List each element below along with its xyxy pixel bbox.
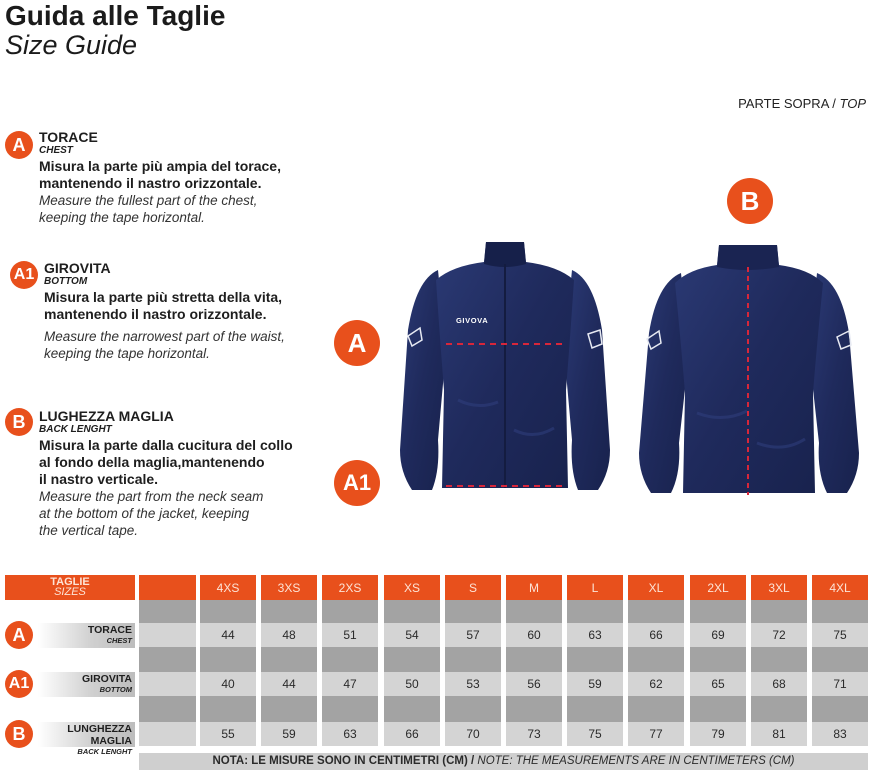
table-spacer-band bbox=[628, 696, 684, 722]
table-spacer-band bbox=[200, 647, 256, 672]
row-label-en: CHEST bbox=[106, 636, 132, 645]
row-label-it: LUNGHEZZA MAGLIA bbox=[67, 723, 132, 747]
table-spacer-band bbox=[751, 696, 807, 722]
text-line: Misura la parte più stretta della vita, bbox=[44, 289, 283, 305]
note-en: NOTE: THE MEASUREMENTS ARE IN CENTIMETERS (CM) bbox=[477, 755, 795, 767]
table-spacer-band bbox=[445, 696, 501, 722]
row-label-it: GIROVITA bbox=[82, 673, 132, 685]
table-cell-blank bbox=[139, 722, 196, 746]
text-line: mantenendo il nastro orizzontale. bbox=[44, 306, 267, 322]
text-line: Measure the part from the neck seam bbox=[39, 489, 264, 504]
table-cell-value: 56 bbox=[506, 672, 562, 696]
measure-waist bbox=[44, 261, 285, 362]
table-header-blank bbox=[139, 575, 196, 600]
measure-name: LUGHEZZA MAGLIA bbox=[39, 408, 174, 424]
table-cell-value: 54 bbox=[384, 623, 440, 647]
text-line: Measure the fullest part of the chest, bbox=[39, 193, 258, 208]
table-cell-value: 47 bbox=[322, 672, 378, 696]
table-spacer-band bbox=[567, 696, 623, 722]
row-label-back-length bbox=[38, 722, 135, 756]
table-spacer-band bbox=[139, 696, 196, 722]
table-header-size: M bbox=[506, 575, 562, 600]
measure-name: GIROVITA bbox=[44, 260, 111, 276]
text-line: al fondo della maglia,mantenendo bbox=[39, 454, 265, 470]
table-cell-value: 44 bbox=[261, 672, 317, 696]
table-note bbox=[139, 753, 868, 770]
text-line: mantenendo il nastro orizzontale. bbox=[39, 175, 262, 191]
table-cell-value: 75 bbox=[567, 722, 623, 746]
table-spacer-band bbox=[812, 696, 868, 722]
measure-instruction-it bbox=[44, 289, 285, 323]
table-cell-value: 73 bbox=[506, 722, 562, 746]
table-spacer-band bbox=[384, 696, 440, 722]
table-spacer-band bbox=[690, 600, 746, 623]
table-cell-value: 63 bbox=[322, 722, 378, 746]
measure-name-en: BOTTOM bbox=[44, 276, 88, 287]
table-header-size: XS bbox=[384, 575, 440, 600]
illustration-badge-a1: A1 bbox=[334, 460, 380, 506]
text-line: keeping the tape horizontal. bbox=[44, 346, 210, 361]
table-cell-value: 66 bbox=[628, 623, 684, 647]
table-spacer-band bbox=[628, 600, 684, 623]
measure-instruction-en bbox=[39, 488, 293, 539]
measure-instruction-en bbox=[39, 192, 281, 226]
row-label-en: BACK LENGHT bbox=[77, 747, 132, 756]
table-spacer-band bbox=[567, 647, 623, 672]
table-cell-value: 53 bbox=[445, 672, 501, 696]
brand-logo: GIVOVA bbox=[456, 316, 489, 325]
jacket-front-icon bbox=[398, 240, 612, 495]
measure-chest bbox=[39, 130, 281, 226]
table-cell-value: 77 bbox=[628, 722, 684, 746]
table-header-size: L bbox=[567, 575, 623, 600]
table-cell-value: 59 bbox=[567, 672, 623, 696]
table-spacer-band bbox=[506, 647, 562, 672]
table-cell-blank bbox=[139, 623, 196, 647]
header-label-it: TAGLIE bbox=[50, 576, 90, 588]
table-spacer-band bbox=[567, 600, 623, 623]
table-cell-value: 57 bbox=[445, 623, 501, 647]
table-spacer-band bbox=[261, 696, 317, 722]
table-spacer-band bbox=[812, 600, 868, 623]
table-cell-value: 50 bbox=[384, 672, 440, 696]
measure-back-length bbox=[39, 409, 293, 539]
text-line: Misura la parte più ampia del torace, bbox=[39, 158, 281, 174]
table-spacer-band bbox=[445, 647, 501, 672]
table-cell-value: 48 bbox=[261, 623, 317, 647]
row-badge-a1: A1 bbox=[5, 670, 33, 698]
page-title: Guida alle Taglie bbox=[5, 0, 226, 31]
row-label-it: TORACE bbox=[87, 624, 132, 636]
table-cell-value: 79 bbox=[690, 722, 746, 746]
table-cell-value: 65 bbox=[690, 672, 746, 696]
row-label-waist bbox=[38, 672, 135, 697]
section-label-it: PARTE SOPRA bbox=[738, 96, 829, 111]
measure-instruction-it bbox=[39, 158, 281, 192]
table-header-size: 4XL bbox=[812, 575, 868, 600]
table-spacer-band bbox=[445, 600, 501, 623]
table-cell-value: 60 bbox=[506, 623, 562, 647]
row-badge-a: A bbox=[5, 621, 33, 649]
row-badge-b: B bbox=[5, 720, 33, 748]
table-cell-value: 59 bbox=[261, 722, 317, 746]
table-spacer-band bbox=[812, 647, 868, 672]
measure-instruction-en bbox=[44, 328, 285, 362]
jacket-back-icon bbox=[637, 243, 861, 496]
badge-b: B bbox=[5, 408, 33, 436]
table-cell-value: 71 bbox=[812, 672, 868, 696]
row-label-en: BOTTOM bbox=[99, 685, 132, 694]
table-spacer-band bbox=[139, 600, 196, 623]
note-it: NOTA: LE MISURE SONO IN CENTIMETRI (CM) / bbox=[212, 755, 478, 767]
table-spacer-band bbox=[200, 696, 256, 722]
table-cell-value: 69 bbox=[690, 623, 746, 647]
measure-name: TORACE bbox=[39, 129, 98, 145]
table-cell-value: 68 bbox=[751, 672, 807, 696]
table-spacer-band bbox=[506, 600, 562, 623]
illustration-badge-b: B bbox=[727, 178, 773, 224]
table-cell-value: 66 bbox=[384, 722, 440, 746]
table-cell-value: 40 bbox=[200, 672, 256, 696]
table-spacer-band bbox=[261, 600, 317, 623]
measure-name-en: CHEST bbox=[39, 145, 73, 156]
table-cell-value: 75 bbox=[812, 623, 868, 647]
table-spacer-band bbox=[690, 696, 746, 722]
table-spacer-band bbox=[628, 647, 684, 672]
table-cell-value: 83 bbox=[812, 722, 868, 746]
table-cell-value: 62 bbox=[628, 672, 684, 696]
table-header-size: 3XL bbox=[751, 575, 807, 600]
table-cell-value: 44 bbox=[200, 623, 256, 647]
table-cell-value: 55 bbox=[200, 722, 256, 746]
table-spacer-band bbox=[261, 647, 317, 672]
text-line: il nastro verticale. bbox=[39, 471, 159, 487]
badge-a: A bbox=[5, 131, 33, 159]
table-header-size: S bbox=[445, 575, 501, 600]
table-spacer-band bbox=[751, 600, 807, 623]
table-spacer-band bbox=[322, 696, 378, 722]
table-header-size: 3XS bbox=[261, 575, 317, 600]
table-cell-value: 63 bbox=[567, 623, 623, 647]
measure-instruction-it bbox=[39, 437, 293, 488]
page-subtitle: Size Guide bbox=[5, 30, 138, 60]
table-spacer-band bbox=[506, 696, 562, 722]
table-header-sizes bbox=[5, 575, 135, 600]
table-spacer-band bbox=[690, 647, 746, 672]
table-header-size: 2XL bbox=[690, 575, 746, 600]
table-header-size: XL bbox=[628, 575, 684, 600]
table-spacer-band bbox=[322, 600, 378, 623]
text-line: Misura la parte dalla cucitura del collo bbox=[39, 437, 293, 453]
table-header-size: 2XS bbox=[322, 575, 378, 600]
table-cell-value: 51 bbox=[322, 623, 378, 647]
row-label-chest bbox=[38, 623, 135, 648]
measure-name-en: BACK LENGHT bbox=[39, 424, 112, 435]
table-cell-value: 81 bbox=[751, 722, 807, 746]
badge-a1: A1 bbox=[10, 261, 38, 289]
table-cell-value: 70 bbox=[445, 722, 501, 746]
table-spacer-band bbox=[384, 600, 440, 623]
table-spacer-band bbox=[139, 647, 196, 672]
table-spacer-band bbox=[322, 647, 378, 672]
header-label-en: SIZES bbox=[54, 586, 86, 598]
table-header-size: 4XS bbox=[200, 575, 256, 600]
section-label bbox=[738, 96, 866, 111]
table-spacer-band bbox=[200, 600, 256, 623]
text-line: the vertical tape. bbox=[39, 523, 139, 538]
illustration-badge-a: A bbox=[334, 320, 380, 366]
text-line: Measure the narrowest part of the waist, bbox=[44, 329, 285, 344]
table-spacer-band bbox=[751, 647, 807, 672]
table-cell-blank bbox=[139, 672, 196, 696]
text-line: at the bottom of the jacket, keeping bbox=[39, 506, 250, 521]
table-cell-value: 72 bbox=[751, 623, 807, 647]
text-line: keeping the tape horizontal. bbox=[39, 210, 205, 225]
section-label-en: TOP bbox=[839, 96, 866, 111]
section-separator: / bbox=[828, 96, 840, 111]
table-spacer-band bbox=[384, 647, 440, 672]
